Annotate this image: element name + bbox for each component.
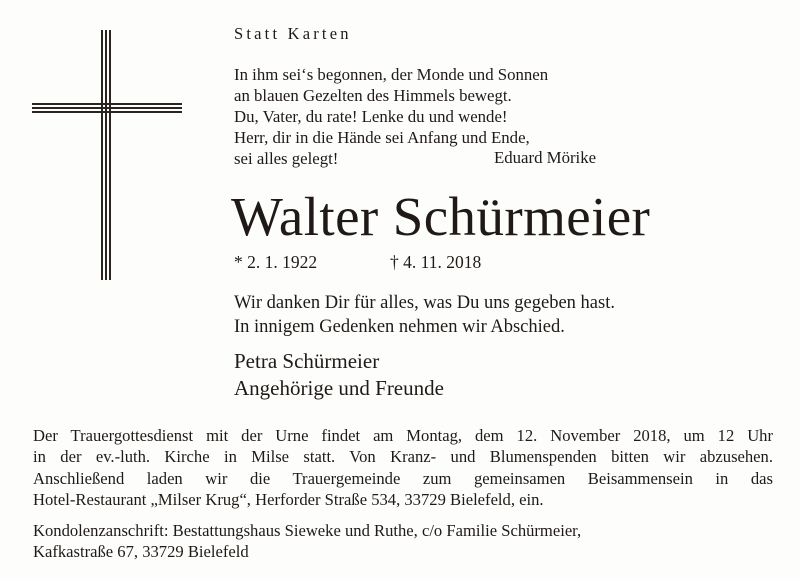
thanks-line: In innigem Gedenken nehmen wir Abschied. (234, 317, 565, 337)
mourner-name: Petra Schürmeier (234, 349, 380, 373)
poem-author: Eduard Mörike (494, 148, 597, 167)
gathering-line: Hotel-Restaurant „Milser Krug“, Herforder Straße 534, 33729 Bielefeld, ein. (33, 490, 544, 509)
poem-line: an blauen Gezelten des Himmels bewegt. (234, 86, 512, 105)
poem-line: sei alles gelegt! (234, 149, 339, 168)
birth-date: * 2. 1. 1922 (234, 252, 318, 272)
deceased-name: Walter Schürmeier (231, 186, 651, 247)
poem-line: Du, Vater, du rate! Lenke du und wende! (234, 107, 508, 126)
service-line: Der Trauergottesdienst mit der Urne findet am Montag, dem 12. November 2018, um 12 Uhr (33, 426, 773, 445)
cross-icon (32, 30, 182, 280)
service-line: in der ev.-luth. Kirche in Milse statt. Von Kranz- und Blumenspenden bitten wir abzusehen. (33, 447, 773, 466)
death-date: † 4. 11. 2018 (390, 252, 482, 272)
gathering-line: Anschließend laden wir die Trauergemeinde zum gemeinsamen Beisammensein in das (33, 469, 773, 488)
mourner-relatives: Angehörige und Freunde (234, 376, 444, 400)
statt-karten-heading: Statt Karten (234, 24, 352, 43)
thanks-text (234, 291, 615, 339)
thanks-line: Wir danken Dir für alles, was Du uns gegeben hast. (234, 293, 615, 313)
poem-line: Herr, dir in die Hände sei Anfang und Ende, (234, 128, 530, 147)
service-paragraph (33, 425, 773, 467)
condolence-line: Kafkastraße 67, 33729 Bielefeld (33, 542, 249, 561)
condolence-paragraph (33, 520, 773, 562)
gathering-paragraph (33, 468, 773, 510)
condolence-line: Kondolenzanschrift: Bestattungshaus Sieweke und Ruthe, c/o Familie Schürmeier, (33, 521, 582, 540)
poem-line: In ihm sei‘s begonnen, der Monde und Sonnen (234, 65, 549, 84)
